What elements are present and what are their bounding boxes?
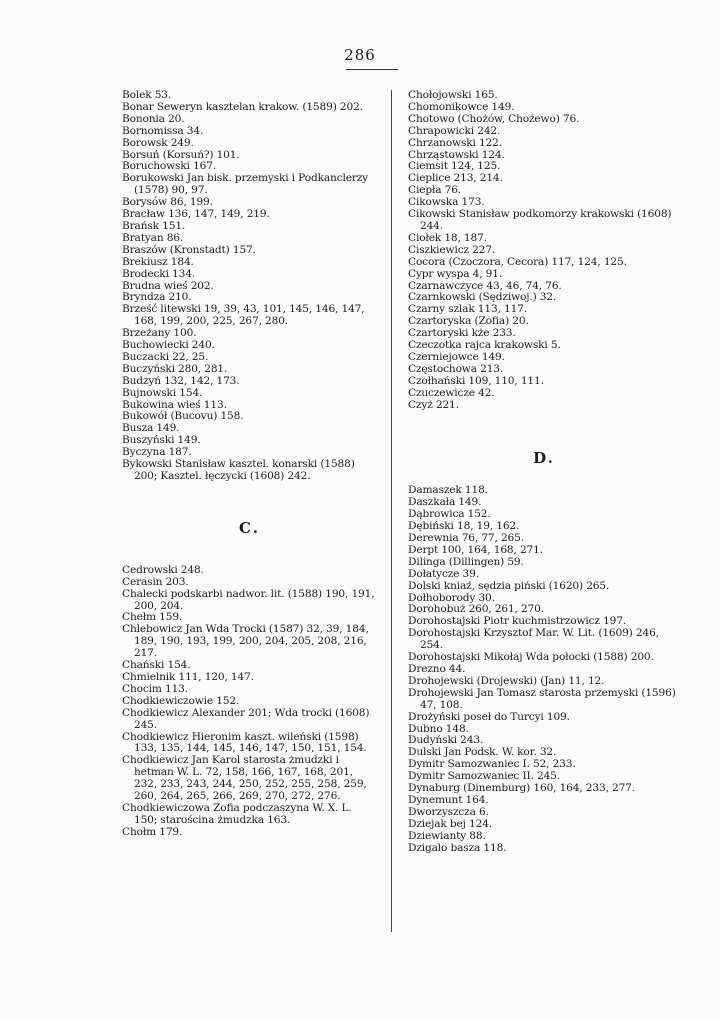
index-entries-c xyxy=(122,565,377,839)
index-entry: Chrzanowski 122. xyxy=(408,136,502,149)
index-entry: Czołhański 109, 110, 111. xyxy=(408,374,544,387)
index-entry: Brodecki 134. xyxy=(122,267,196,280)
index-entry: Czyż 221. xyxy=(408,398,459,411)
index-entry: Chocim 113. xyxy=(122,682,188,695)
index-entry: Chodkiewiczowa Zofia podczaszyna W. X. L. 150; starościna żmudzka 163. xyxy=(122,801,352,826)
index-entry: Dzigalo basza 118. xyxy=(408,841,507,854)
index-entry: Czerniejowce 149. xyxy=(408,350,505,363)
index-entry: Czarny szlak 113, 117. xyxy=(408,303,527,316)
index-entry: Bonar Seweryn kasztelan krakow. (1589) 202. xyxy=(122,100,363,113)
index-entry: Cypr wyspa 4, 91. xyxy=(408,267,503,280)
letter-heading-c: C. xyxy=(239,518,260,537)
index-entry: Drożyński poseł do Turcyi 109. xyxy=(408,710,570,723)
index-entry: Boruchowski 167. xyxy=(122,160,217,173)
index-entry: Borowsk 249. xyxy=(122,136,194,149)
index-entry: Cikowska 173. xyxy=(408,196,485,209)
index-entry: Chański 154. xyxy=(122,659,191,672)
header-rule xyxy=(346,69,398,70)
index-entry: Dynaburg (Dinemburg) 160, 164, 233, 277. xyxy=(408,782,635,795)
index-entry: Chrapowicki 242. xyxy=(408,124,501,137)
index-entry: Buchowiecki 240. xyxy=(122,339,215,352)
index-entry: Chołm 179. xyxy=(122,825,183,838)
index-entry: Chmielnik 111, 120, 147. xyxy=(122,670,254,683)
left-column xyxy=(122,90,377,839)
index-entries-b xyxy=(122,90,377,483)
index-entry: Braszów (Kronstadt) 157. xyxy=(122,243,256,256)
index-entry: Bolek 53. xyxy=(122,89,172,101)
index-entry: Buszyński 149. xyxy=(122,434,201,447)
index-entry: Częstochowa 213. xyxy=(408,362,504,375)
page-number: 286 xyxy=(344,46,376,64)
index-entry: Chodkiewiczowie 152. xyxy=(122,694,240,707)
index-entry: Derewnia 76, 77, 265. xyxy=(408,532,524,544)
index-entry: Chrząstowski 124. xyxy=(408,148,505,161)
index-entry: Dulski Jan Podsk. W. kor. 32. xyxy=(408,746,557,759)
index-entry: Bratyan 86. xyxy=(122,231,184,244)
index-entry: Drohojewski (Drojewski) (Jan) 11, 12. xyxy=(408,674,605,687)
index-entry: Damaszek 118. xyxy=(408,484,488,497)
index-entry: Chalecki podskarbi nadwor. lit. (1588) 190, 191, 200, 204. xyxy=(122,587,375,612)
index-entry: Bornomissa 34. xyxy=(122,124,204,137)
index-entry: Bujnowski 154. xyxy=(122,386,203,399)
index-entry: Drohojewski Jan Tomasz starosta przemyski (1596) 47, 108. xyxy=(408,686,676,711)
index-entry: Czartoryska (Zofia) 20. xyxy=(408,315,529,328)
index-entry: Cieplice 213, 214. xyxy=(408,172,503,185)
index-entry: Cerasin 203. xyxy=(122,575,189,588)
index-entry: Dilinga (Dillingen) 59. xyxy=(408,555,524,568)
index-entry: Dymitr Samozwaniec I. 52, 233. xyxy=(408,758,576,771)
index-entry: Dudyński 243. xyxy=(408,734,484,747)
index-entry: Brzeżany 100. xyxy=(122,327,197,340)
index-entry: Chomonikowce 149. xyxy=(408,100,515,113)
index-entry: Buczacki 22, 25. xyxy=(122,350,209,363)
index-entry: Chotowo (Chożów, Chożewo) 76. xyxy=(408,112,580,125)
index-entry: Borysów 86, 199. xyxy=(122,196,213,209)
index-entry: Buczyński 280, 281. xyxy=(122,362,228,375)
index-entry: Ciszkiewicz 227. xyxy=(408,243,496,256)
index-entry: Dymitr Samozwaniec II. 245. xyxy=(408,770,560,783)
index-entry: Cedrowski 248. xyxy=(122,563,204,576)
index-entry: Bryndza 210. xyxy=(122,291,192,304)
index-entry: Dołatycze 39. xyxy=(408,567,479,580)
index-entry: Dziewianty 88. xyxy=(408,829,486,842)
index-entry: Czuczewicze 42. xyxy=(408,386,495,399)
index-entry: Czeczotka rajca krakowski 5. xyxy=(408,339,561,352)
index-entry: Dołhoborody 30. xyxy=(408,591,495,604)
index-entry: Dubno 148. xyxy=(408,722,469,735)
index-entry: Dorohobuż 260, 261, 270. xyxy=(408,603,544,616)
index-entry: Dworzyszcza 6. xyxy=(408,805,489,818)
index-entry: Ciepła 76. xyxy=(408,184,462,197)
index-entry: Chołojowski 165. xyxy=(408,89,498,101)
index-entry: Dorohostajski Piotr kuchmistrzowicz 197. xyxy=(408,615,627,628)
index-entry: Bononia 20. xyxy=(122,112,185,125)
index-entry: Brudna wieś 202. xyxy=(122,279,214,292)
index-entry: Borsuń (Korsuń?) 101. xyxy=(122,148,240,161)
index-entry: Bykowski Stanisław kasztel. konarski (1588) 200; Kasztel. łęczycki (1608) 242. xyxy=(122,458,355,482)
index-entry: Chełm 159. xyxy=(122,611,183,624)
index-entry: Brekiusz 184. xyxy=(122,255,194,268)
index-entry: Brańsk 151. xyxy=(122,219,186,232)
index-entry: Cikowski Stanisław podkomorzy krakowski (1608) 244. xyxy=(408,208,672,232)
index-entry: Ciołek 18, 187. xyxy=(408,231,487,244)
index-entry: Bukowół (Bucovu) 158. xyxy=(122,410,244,423)
index-entry: Busza 149. xyxy=(122,422,180,435)
index-entry: Czarnkowski (Sędziwoj.) 32. xyxy=(408,291,557,304)
index-entry: Daszkała 149. xyxy=(408,496,482,509)
index-entry: Dynemunt 164. xyxy=(408,793,489,806)
index-entry: Dorohostajski Mikołaj Wda połocki (1588) 200. xyxy=(408,651,654,664)
column-divider xyxy=(391,90,392,932)
index-entry: Chlebowicz Jan Wda Trocki (1587) 32, 39, 184, 189, 190, 193, 199, 200, 204, 205, 208, 216, 217. xyxy=(122,623,369,660)
index-entries-d xyxy=(408,485,680,854)
index-entry: Bukowina wieś 113. xyxy=(122,398,227,411)
index-entry: Dębiński 18, 19, 162. xyxy=(408,520,520,533)
index-entry: Byczyna 187. xyxy=(122,446,192,459)
letter-heading-d: D. xyxy=(533,449,555,468)
index-entry: Brześć litewski 19, 39, 43, 101, 145, 146, 147, 168, 199, 200, 225, 267, 280. xyxy=(122,303,365,328)
index-entry: Dziejak bej 124. xyxy=(408,817,493,830)
index-entry: Ciemsit 124, 125. xyxy=(408,160,501,173)
index-entry: Drezno 44. xyxy=(408,662,466,675)
index-entry: Borukowski Jan bisk. przemyski i Podkanclerzy (1578) 90, 97. xyxy=(122,172,369,197)
index-entry: Derpt 100, 164, 168, 271. xyxy=(408,543,543,556)
index-entry: Czarnawczyce 43, 46, 74, 76. xyxy=(408,279,562,292)
index-entry: Budzyń 132, 142, 173. xyxy=(122,374,240,387)
right-column xyxy=(408,90,680,854)
index-entry: Bracław 136, 147, 149, 219. xyxy=(122,208,270,221)
index-entry: Dolski kniaź, sędzia piński (1620) 265. xyxy=(408,579,610,592)
index-entry: Czartoryski kże 233. xyxy=(408,327,516,340)
index-entry: Chodkiewicz Jan Karol starosta żmudzki i hetman W. L. 72, 158, 166, 167, 168, 201, 232, 233, 243, 244, 250, 252, 255, 258, 259, 260, 264, 265, 266, 269, 270, 272, 276. xyxy=(122,754,367,803)
index-entry: Chodkiewicz Hieronim kaszt. wileński (1598) 133, 135, 144, 145, 146, 147, 150, 151, 154. xyxy=(122,730,367,755)
index-entry: Dorohostajski Krzysztof Mar. W. Lit. (1609) 246, 254. xyxy=(408,627,659,652)
index-entry: Cocora (Czoczora, Cecora) 117, 124, 125. xyxy=(408,255,627,268)
index-entry: Chodkiewicz Alexander 201; Wda trocki (1608) 245. xyxy=(122,706,370,731)
index-entry: Dąbrowica 152. xyxy=(408,508,491,521)
index-entries-c-continued xyxy=(408,90,680,411)
